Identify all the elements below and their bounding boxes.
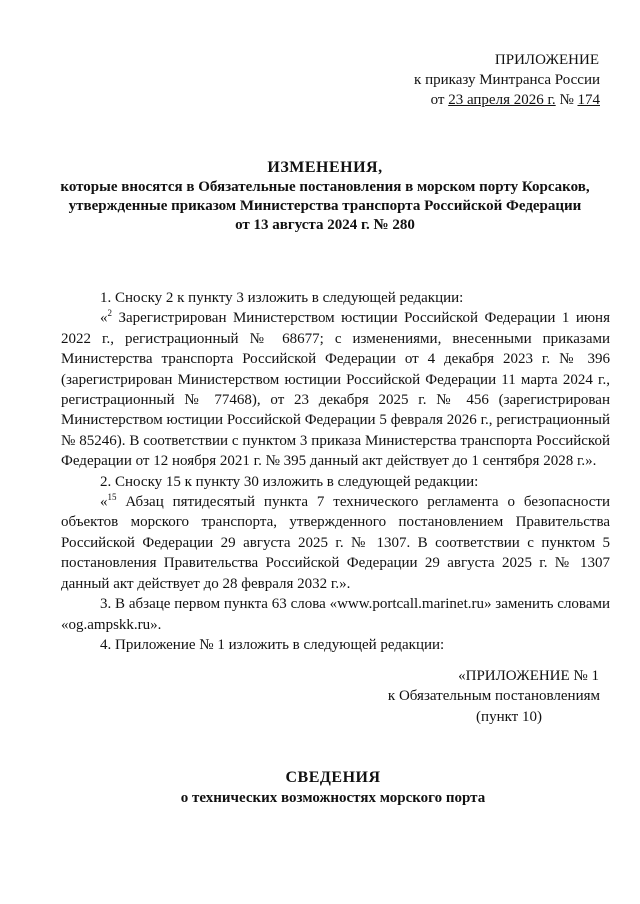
title-line-1: которые вносятся в Обязательные постановления в морском порту Корсаков,	[60, 179, 590, 195]
svedeniya-heading: СВЕДЕНИЯ	[285, 769, 381, 786]
title-line-2: утвержденные приказом Министерства транспорта Российской Федерации	[68, 198, 582, 214]
quote-open: «	[100, 494, 108, 511]
item-2: 2. Сноску 15 к пункту 30 изложить в следующей редакции:	[100, 473, 479, 490]
appendix-date: 23 апреля 2026 г.	[448, 92, 556, 108]
appendix-header	[414, 50, 600, 110]
svedeniya-subtitle: о технических возможностях морского порта	[180, 790, 486, 806]
document-title	[60, 158, 590, 235]
title-line-3: от 13 августа 2024 г. № 280	[235, 217, 415, 233]
appendix-from-prefix: от	[430, 92, 449, 108]
item-1: 1. Сноску 2 к пункту 3 изложить в следующей редакции:	[100, 290, 464, 306]
appendix-1-clause: (пункт 10)	[476, 708, 542, 725]
document-body	[61, 288, 610, 655]
appendix-number: 174	[577, 92, 600, 108]
appendix-1-title: «ПРИЛОЖЕНИЕ № 1	[458, 668, 599, 684]
footnote-mark-15: 15	[107, 492, 117, 503]
item-1-footnote-text: Зарегистрирован Министерством юстиции Российской Федерации 1 июня 2022 г., регистрационный № 68677; с изменениями, внесенными приказами Министерства транспорта Российской Федерации от 4 декабря 2023 г. № 396 (зарегистрирован Министерством юстиции Российской Федерации 11 марта 2024 г., регистрационный № 77468), от 23 декабря 2025 г. № 456 (зарегистрирован Министерством юстиции Российской Федерации 5 февраля 2026 г., регистрационный № 85246). В соответствии с пунктом 3 приказа Министерства транспорта Российской Федерации от 12 ноября 2021 г. № 395 данный акт действует до 1 сентября 2028 г.».	[61, 310, 610, 470]
appendix-to-order: к приказу Минтранса России	[414, 72, 600, 88]
title-heading: ИЗМЕНЕНИЯ,	[267, 159, 383, 176]
appendix-date-line	[414, 90, 600, 110]
appendix-1-to: к Обязательным постановлениям	[387, 688, 600, 705]
item-2-footnote-text: Абзац пятидесятый пункта 7 технического регламента о безопасности объектов морского транспорта, утвержденного постановлением Правительства Российской Федерации 29 августа 2025 г. № 1307. В соответствии с пунктом 5 постановления Правительства Российской Федерации 29 августа 2025 г. № 1307 данный акт действует до 28 февраля 2032 г.».	[61, 494, 610, 592]
quote-open: «	[100, 310, 108, 327]
appendix-number-prefix: №	[555, 92, 578, 108]
svedeniya-title	[60, 768, 606, 808]
item-3: 3. В абзаце первом пункта 63 слова «www.portcall.marinet.ru» заменить словами «og.ampskk.ru».	[61, 596, 610, 633]
footnote-mark-2: 2	[107, 308, 112, 319]
appendix-title: ПРИЛОЖЕНИЕ	[494, 52, 599, 68]
item-4: 4. Приложение № 1 изложить в следующей редакции:	[100, 636, 445, 653]
item-1-footnote	[61, 308, 610, 471]
item-2-footnote	[61, 492, 610, 594]
appendix-1-header	[388, 666, 600, 727]
